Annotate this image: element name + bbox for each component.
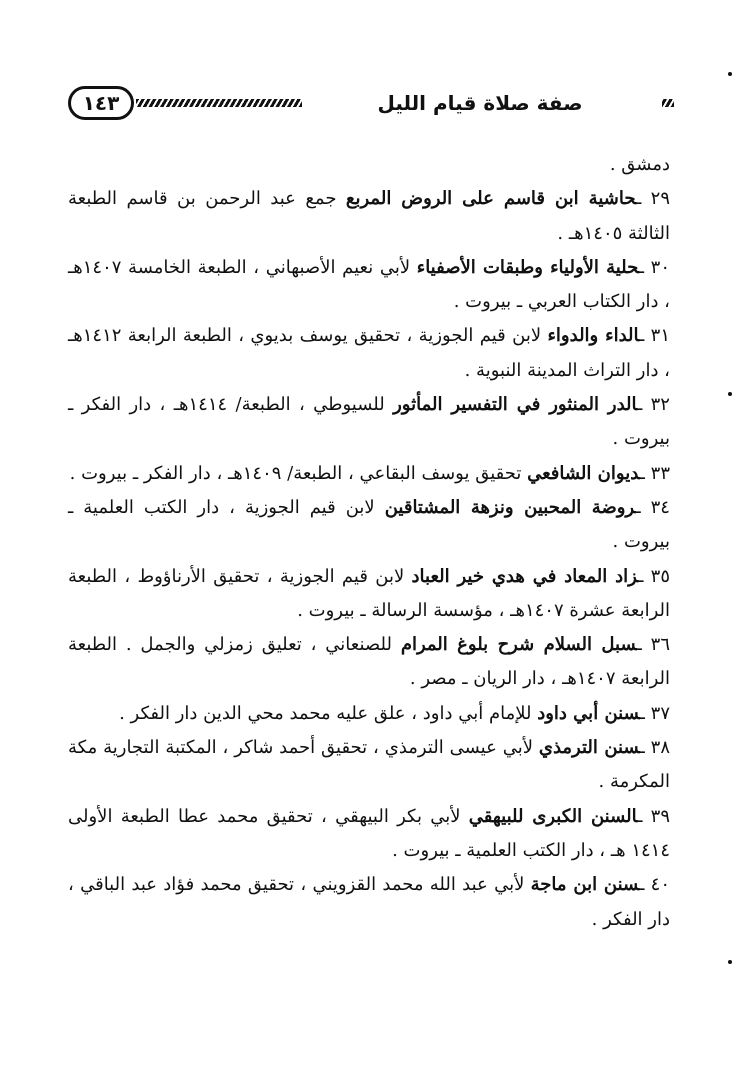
entry-39 [68,800,670,869]
scan-speck [728,392,732,396]
page-number: ١٤٣ [68,86,134,120]
entry-title: حاشية ابن قاسم على الروض المربع [345,188,636,210]
entry-title: الدر المنثور في التفسير المأثور [393,394,637,416]
entry-title: سنن ابن ماجة [530,874,640,896]
entry-text: للإمام أبي داود ، علق عليه محمد محي الدين دار الفكر . [119,702,538,724]
entry-title: سبل السلام شرح بلوغ المرام [400,634,637,656]
entry-32 [68,388,670,457]
entry-number: ٣٣ ـ [639,462,670,484]
entry-37 [68,697,670,731]
lead-line: دمشق . [609,154,670,175]
entry-number: ٤٠ ـ [639,874,671,896]
entry-38 [68,731,670,800]
entry-text: تحقيق يوسف البقاعي ، الطبعة/ ١٤٠٩هـ ، دار الفكر ـ بيروت . [69,462,528,484]
entry-title: سنن أبي داود [537,702,640,724]
entry-number: ٣١ ـ [639,325,670,347]
entry-title: سنن الترمذي [538,737,640,759]
entry-text: لابن قيم الجوزية ، دار الكتب العلمية ـ بيروت . [68,496,670,553]
entry-number: ٣٤ ـ [635,496,670,518]
bibliography-list [68,148,670,937]
header-rule [136,99,302,107]
entry-text: للصنعاني ، تعليق زمزلي والجمل . الطبعة الرابعة ١٤٠٧هـ ، دار الريان ـ مصر . [68,634,670,690]
entry-30 [68,251,670,320]
entry-title: ديوان الشافعي [527,462,640,484]
header-rule-end [662,99,674,107]
entry-text: لابن قيم الجوزية ، تحقيق الأرناؤوط ، الطبعة الرابعة عشرة ١٤٠٧هـ ، مؤسسة الرسالة ـ بيروت . [68,565,670,621]
entry-34 [68,491,670,560]
entry-number: ٣٦ ـ [636,634,670,656]
entry-29 [68,182,670,251]
entry-31 [68,319,670,388]
page-header [62,86,676,120]
entry-title: السنن الكبرى للبيهقي [468,805,638,827]
entry-title: الداء والدواء [547,325,640,347]
entry-number: ٣٥ ـ [638,565,670,587]
entry-number: ٣٠ ـ [638,256,670,278]
scan-speck [728,960,732,964]
entry-title: روضة المحبين ونزهة المشتاقين [384,496,636,518]
entry-40 [68,868,670,937]
scan-speck [728,72,732,76]
entry-title: حلية الأولياء وطبقات الأصفياء [416,256,639,278]
entry-36 [68,628,670,697]
entry-title: زاد المعاد في هدي خير العباد [411,565,639,587]
entry-number: ٣٧ ـ [639,702,670,724]
entry-text: لأبي نعيم الأصبهاني ، الطبعة الخامسة ١٤٠٧هـ ، دار الكتاب العربي ـ بيروت . [68,256,670,313]
entry-number: ٢٩ ـ [635,188,670,210]
entry-text: لأبي بكر البيهقي ، تحقيق محمد عطا الطبعة الأولى ١٤١٤ هـ ، دار الكتب العلمية ـ بيروت . [68,805,670,861]
entry-35 [68,560,670,629]
entry-text: جمع عبد الرحمن بن قاسم الطبعة الثالثة ١٤٠٥هـ . [68,188,670,244]
entry-text: لأبي عبد الله محمد القزويني ، تحقيق محمد فؤاد عبد الباقي ، دار الفكر . [68,874,670,930]
entry-text: لابن قيم الجوزية ، تحقيق يوسف بديوي ، الطبعة الرابعة ١٤١٢هـ ، دار التراث المدينة النبوية . [68,325,670,381]
running-title: صفة صلاة قيام الليل [377,91,583,115]
entry-33 [68,457,670,491]
entry-number: ٣٩ ـ [637,805,670,827]
entry-number: ٣٨ ـ [639,737,670,759]
entry-number: ٣٢ ـ [637,394,670,416]
entry-text: للسيوطي ، الطبعة/ ١٤١٤هـ ، دار الفكر ـ بيروت . [68,394,670,450]
entry-text: لأبي عيسى الترمذي ، تحقيق أحمد شاكر ، المكتبة التجارية مكة المكرمة . [68,737,670,793]
